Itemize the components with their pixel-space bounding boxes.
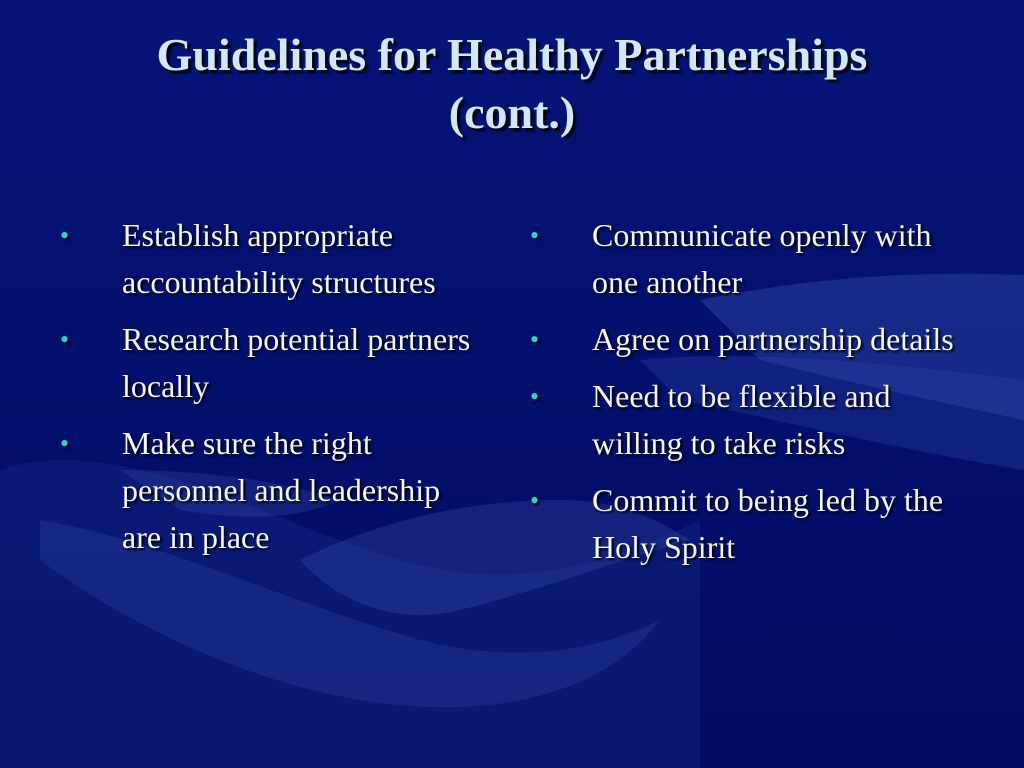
list-item-text: Need to be flexible and willing to take risks <box>592 378 891 461</box>
list-item <box>528 316 968 363</box>
list-item-text: Research potential partners locally <box>122 321 471 404</box>
list-item <box>528 212 968 306</box>
bullet-icon: • <box>60 221 70 250</box>
bullet-icon: • <box>530 325 540 354</box>
list-item <box>58 316 478 410</box>
list-item-text: Commit to being led by the Holy Spirit <box>592 482 944 565</box>
bullet-icon: • <box>60 429 70 458</box>
list-item-text: Agree on partnership details <box>592 321 954 357</box>
bullet-icon: • <box>530 486 540 515</box>
list-item <box>528 373 968 467</box>
left-bullet-list <box>58 212 478 571</box>
list-item <box>58 420 478 561</box>
list-item-text: Establish appropriate accountability structures <box>122 217 436 300</box>
list-item-text: Make sure the right personnel and leadership are in place <box>122 425 441 555</box>
slide-title-line1: Guidelines for Healthy Partnerships <box>156 29 868 80</box>
bullet-icon: • <box>60 325 70 354</box>
bullet-icon: • <box>530 382 540 411</box>
slide-title <box>40 26 984 142</box>
list-item <box>528 477 968 571</box>
list-item-text: Communicate openly with one another <box>592 217 932 300</box>
slide-title-line2: (cont.) <box>448 87 576 138</box>
list-item <box>58 212 478 306</box>
right-bullet-list <box>528 212 968 581</box>
bullet-icon: • <box>530 221 540 250</box>
